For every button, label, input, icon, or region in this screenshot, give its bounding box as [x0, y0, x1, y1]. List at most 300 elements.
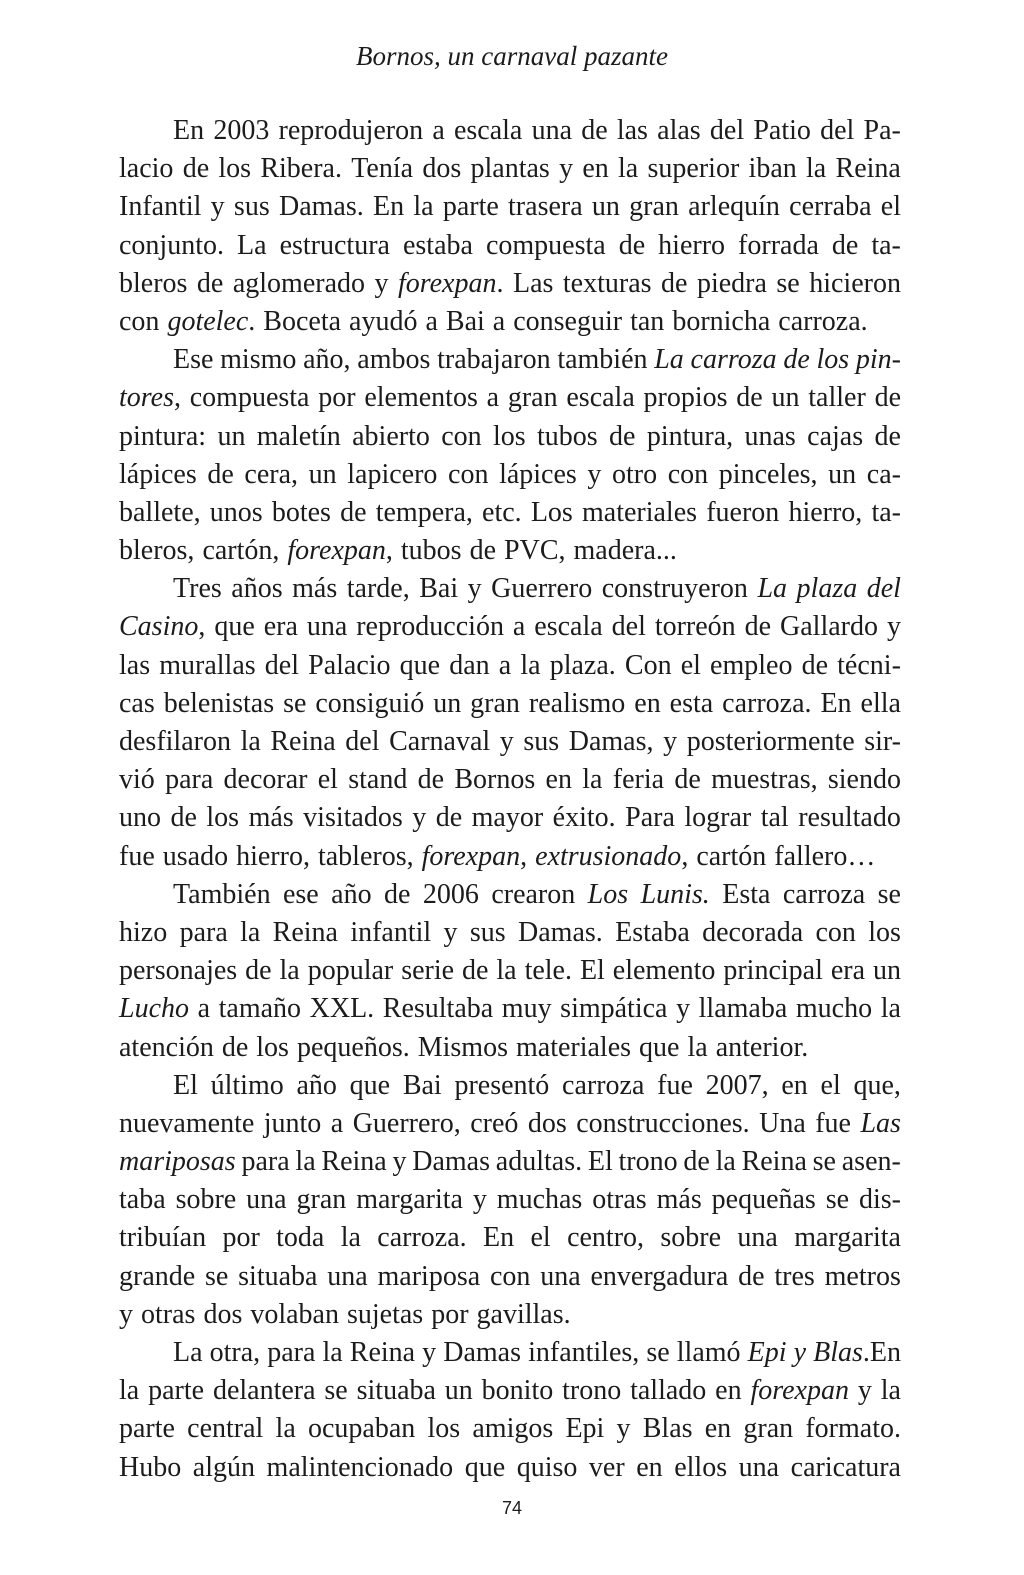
word: del [709, 115, 745, 146]
word: un [771, 382, 800, 414]
word: siendo [827, 764, 901, 796]
word: gran [470, 687, 520, 719]
word: 2007, [705, 1069, 769, 1101]
word: Reina [349, 1337, 416, 1368]
word: elemento [612, 955, 716, 987]
word: adultas. [495, 1146, 583, 1178]
word: junto [263, 1107, 322, 1139]
word: con [815, 916, 856, 948]
word: la [340, 1222, 361, 1254]
paragraph [119, 570, 901, 876]
word: principal [723, 955, 823, 987]
word: y [422, 1337, 437, 1368]
word: Estaba [615, 916, 690, 948]
word: ta- [871, 496, 901, 528]
text-line [119, 265, 901, 303]
word: atención [119, 1031, 214, 1063]
word: materiales [515, 1031, 632, 1063]
word: iban [748, 153, 797, 185]
word: los [256, 1031, 289, 1063]
word: Reina [835, 153, 901, 185]
text-line [119, 952, 901, 990]
word: sujetas [346, 1298, 424, 1330]
word: también [557, 344, 648, 376]
word: se [324, 1375, 348, 1407]
word: compuesta [189, 382, 310, 414]
word: tubos [400, 535, 462, 567]
word: tempera, [375, 496, 473, 528]
word: situaba [356, 1375, 436, 1407]
word: año [296, 1069, 337, 1101]
word: ta- [871, 229, 901, 261]
word: en [582, 153, 609, 185]
text-line [119, 990, 901, 1028]
word: volaban [250, 1298, 339, 1330]
word: la [582, 764, 603, 796]
word: se [205, 1260, 229, 1292]
word: mucho [795, 993, 873, 1025]
text-line [119, 608, 901, 646]
word: y [559, 153, 574, 185]
word: Epi [747, 1337, 787, 1368]
word: con [448, 458, 489, 490]
word: carroza [562, 1069, 645, 1101]
word: de [618, 229, 646, 261]
word: XXL. [309, 993, 375, 1025]
word: del [345, 726, 380, 757]
word: la [687, 1031, 708, 1063]
word: Carnaval [389, 726, 491, 757]
word: dos [203, 1298, 243, 1330]
word: Esta [722, 878, 771, 910]
word: era [263, 611, 298, 643]
word: asen- [841, 1146, 901, 1178]
text-line [119, 570, 901, 608]
word: fue [119, 840, 155, 872]
word: lapicero [347, 458, 438, 490]
word: Una [759, 1107, 806, 1139]
word: empleo [710, 649, 793, 681]
text-line [119, 723, 901, 761]
word: escala [534, 611, 603, 643]
word: en [704, 1413, 732, 1445]
word: de [469, 535, 497, 567]
word: Damas. [278, 191, 364, 223]
word: hierro [658, 229, 726, 261]
word: en [634, 687, 661, 719]
word: se [646, 1337, 670, 1368]
word: de [661, 267, 688, 299]
text-line [119, 647, 901, 685]
word: nuevamente [119, 1107, 255, 1139]
word: posteriormente [686, 726, 855, 757]
word: delantera [212, 1375, 316, 1407]
word: fallero… [774, 840, 876, 872]
word: y [392, 1146, 407, 1178]
word: de [674, 764, 701, 796]
word: tribuían [119, 1222, 207, 1254]
word: forexpan, [287, 535, 393, 567]
paragraph [119, 341, 901, 570]
word: una [246, 1184, 287, 1216]
word: hicieron [809, 267, 901, 299]
word: dos [422, 153, 462, 185]
word: Ribera. [260, 153, 342, 185]
word: de [801, 649, 829, 681]
word: otras [141, 1298, 196, 1330]
word: técni- [837, 649, 901, 681]
word: compuesta [485, 229, 606, 261]
word: realismo [528, 687, 626, 719]
word: ambos [357, 344, 431, 376]
word: para [267, 1337, 316, 1368]
word: tableros, [317, 840, 414, 872]
word: último [210, 1069, 284, 1101]
word: la [240, 726, 261, 757]
word: mariposa [377, 1260, 481, 1292]
text-line [119, 1296, 901, 1334]
word: y [210, 191, 225, 223]
word: muestras, [711, 764, 818, 796]
word: grande [119, 1260, 196, 1292]
word: La [173, 1337, 203, 1368]
word: mayor [471, 802, 544, 834]
word: madera... [573, 535, 677, 567]
paragraph [119, 112, 901, 341]
word: Para [625, 802, 675, 834]
word: gotelec. [167, 305, 256, 337]
word: una [327, 1260, 368, 1292]
word: y [886, 611, 901, 643]
word: éxito. [552, 802, 616, 834]
word: llamó [676, 1337, 741, 1368]
word: central [187, 1413, 264, 1445]
word: uno [119, 802, 161, 834]
word: alas [657, 115, 701, 146]
word: con [667, 458, 709, 490]
text-line [119, 1449, 901, 1487]
word: forexpan [750, 1375, 849, 1407]
word: texturas [562, 267, 652, 299]
word: tele. [524, 955, 572, 987]
word: para [165, 764, 214, 796]
word: plantas [470, 153, 550, 185]
word: El [579, 955, 605, 987]
word: para [179, 916, 228, 948]
word: cas [119, 687, 155, 719]
word: carroza. [377, 1222, 467, 1254]
word: trabajaron [437, 344, 551, 376]
word: Pa- [863, 115, 901, 146]
word: tres [774, 1260, 815, 1292]
word: fue [657, 1069, 693, 1101]
word: trono [562, 1375, 622, 1407]
word: sus [469, 916, 506, 948]
word: ver [588, 1451, 625, 1483]
word: un [433, 687, 462, 719]
word: dis- [859, 1184, 901, 1216]
word: y [467, 573, 482, 605]
word: Bai [445, 305, 485, 337]
word: de [874, 420, 901, 452]
word: otra, [209, 1337, 261, 1368]
word: con [489, 1260, 531, 1292]
word: gran [507, 382, 558, 414]
word: parte [148, 1375, 205, 1407]
word: de [831, 229, 859, 261]
word: Reina [272, 916, 338, 948]
word: lograr [684, 802, 752, 834]
word: gran [296, 1184, 347, 1216]
word: que [399, 649, 441, 681]
word: la [413, 191, 434, 223]
word: toda [276, 1222, 325, 1254]
word: de [384, 878, 411, 910]
word: del [264, 649, 299, 681]
word: en [781, 1069, 808, 1101]
word: cerraba [789, 191, 872, 223]
word: aglomerado [232, 267, 366, 299]
text-line [119, 799, 901, 837]
word: sobre [660, 1222, 722, 1254]
word: anterior. [715, 1031, 809, 1063]
word: dos [527, 1107, 567, 1139]
word: Tres [173, 573, 222, 605]
word: con [119, 305, 160, 337]
text-line [119, 914, 901, 952]
text-line [119, 838, 901, 876]
word: Boceta [263, 305, 342, 337]
word: tal [760, 802, 789, 834]
word: y [676, 993, 691, 1025]
word: forexpan. [397, 267, 504, 299]
word: la [275, 1413, 296, 1445]
word: margarita [794, 1222, 901, 1254]
word: otro [612, 458, 658, 490]
word: un [828, 458, 857, 490]
word: los [427, 1413, 461, 1445]
word: sus [523, 726, 560, 757]
word: construyeron [601, 573, 748, 605]
word: Bornos [454, 764, 536, 796]
text-line [119, 1258, 901, 1296]
word: en [636, 1451, 663, 1483]
word: torreón [654, 611, 736, 643]
word: una [531, 115, 572, 146]
word: carroza. [722, 687, 812, 719]
word: plaza [796, 573, 858, 605]
word: las [616, 115, 648, 146]
word: otras [592, 1184, 647, 1216]
word: extrusionado, [535, 840, 689, 872]
word: de [744, 611, 772, 643]
word: los [492, 420, 526, 452]
word: los [868, 916, 901, 948]
word: La [757, 573, 788, 605]
word: trasera [508, 191, 583, 223]
word: la [496, 955, 517, 987]
word: que [349, 1069, 391, 1101]
word: y [663, 726, 678, 757]
word: personajes [119, 955, 238, 987]
text-line [119, 418, 901, 456]
word: de [683, 1146, 710, 1178]
word: Gallardo [780, 611, 878, 643]
word: de [738, 1260, 765, 1292]
word: conjunto. [119, 229, 224, 261]
word: gavillas. [476, 1298, 571, 1330]
word: y [443, 916, 458, 948]
word: El [587, 1146, 613, 1178]
word: del [611, 611, 646, 643]
word: crearon [491, 878, 576, 910]
word: año [331, 878, 372, 910]
word: de [581, 115, 608, 146]
word: los [218, 153, 252, 185]
word: gran [629, 191, 679, 223]
word: dan [449, 649, 490, 681]
word: centro, [567, 1222, 645, 1254]
word: ballete, [119, 496, 201, 528]
text-line [119, 112, 901, 150]
word: El [173, 1069, 198, 1101]
word: Damas. [518, 916, 603, 948]
text-line [119, 1334, 901, 1372]
word: unos [209, 496, 263, 528]
word: y [119, 1298, 133, 1330]
word: para [241, 1146, 290, 1178]
text-line [119, 1105, 901, 1143]
word: pequeñas [711, 1184, 816, 1216]
word: infantiles, [528, 1337, 640, 1368]
word: Mismos [417, 1031, 508, 1063]
word: Las [860, 1107, 901, 1139]
word: carroza [690, 344, 777, 376]
word: resultado [798, 802, 901, 834]
word: la [806, 153, 827, 185]
word: en [545, 764, 572, 796]
word: Reina [321, 1146, 387, 1178]
word: a [512, 611, 526, 643]
word: situaba [238, 1260, 318, 1292]
word: parte [119, 1413, 175, 1445]
word: y [587, 458, 602, 490]
word: forrada [738, 229, 819, 261]
word: Casino, [119, 611, 206, 643]
word: el [317, 764, 338, 796]
word: Guerrero [491, 573, 593, 605]
word: Reina [741, 1146, 807, 1178]
word: de [736, 382, 763, 414]
word: era [830, 955, 866, 987]
word: un [217, 420, 246, 452]
word: pequeños. [296, 1031, 410, 1063]
word: a [432, 115, 445, 146]
word: Lunis. [640, 878, 710, 910]
word: a [330, 1107, 344, 1139]
word: cera, [244, 458, 299, 490]
word: que [464, 1451, 506, 1483]
word: belenistas [163, 687, 275, 719]
word: del [820, 115, 855, 146]
word: un [308, 458, 337, 490]
word: botes [271, 496, 331, 528]
word: de [170, 802, 197, 834]
word: que [639, 1031, 680, 1063]
word: Tenía [351, 153, 414, 185]
text-line [119, 1372, 901, 1410]
word: la [520, 649, 541, 681]
word: Reina [270, 726, 336, 757]
word: Guerrero, [352, 1107, 461, 1139]
word: a [498, 649, 512, 681]
word: decorar [223, 764, 308, 796]
word: parte [442, 191, 499, 223]
word: vió [119, 764, 155, 796]
word: malintencionado [266, 1451, 454, 1483]
word: de [340, 496, 367, 528]
word: del [866, 573, 901, 605]
word: forexpan, [421, 840, 528, 872]
word: los [816, 344, 850, 376]
word: año, [303, 344, 351, 376]
word: Patio [753, 115, 811, 146]
word: construcciones. [576, 1107, 750, 1139]
word: lacio [119, 153, 174, 185]
word: unas [744, 420, 796, 452]
word: el [680, 649, 701, 681]
word: una [306, 611, 348, 643]
word: metros [824, 1260, 901, 1292]
word: tan [630, 305, 665, 337]
word: a [425, 305, 438, 337]
word: muchas [496, 1184, 583, 1216]
word: feria [612, 764, 665, 796]
word: la [119, 1375, 140, 1407]
word: plaza. [549, 649, 616, 681]
page-number: 74 [501, 1498, 523, 1518]
word: La [654, 344, 684, 376]
word: Hubo [119, 1451, 182, 1483]
word: carroza [782, 878, 866, 910]
word: Resultaba [382, 993, 494, 1025]
word: pintura, [646, 420, 734, 452]
text-line [119, 494, 901, 532]
word: etc. [482, 496, 522, 528]
word: de [196, 267, 224, 299]
word: ayudó [349, 305, 418, 337]
word: piedra [696, 267, 767, 299]
word: popular [307, 955, 394, 987]
word: y [616, 1413, 631, 1445]
word: pinceles, [718, 458, 818, 490]
word: de [609, 420, 636, 452]
word: se [812, 1146, 836, 1178]
text-line [119, 303, 901, 341]
word: Bai [419, 573, 459, 605]
word: estaba [402, 229, 473, 261]
word: Con [624, 649, 672, 681]
word: escala [453, 115, 523, 146]
word: mariposas [119, 1146, 236, 1178]
text-line [119, 685, 901, 723]
text-line [119, 1219, 901, 1257]
text-line [119, 227, 901, 265]
word: tubos [537, 420, 598, 452]
word: taller [808, 382, 866, 414]
word: se [877, 878, 901, 910]
word: desfilaron [119, 726, 231, 757]
